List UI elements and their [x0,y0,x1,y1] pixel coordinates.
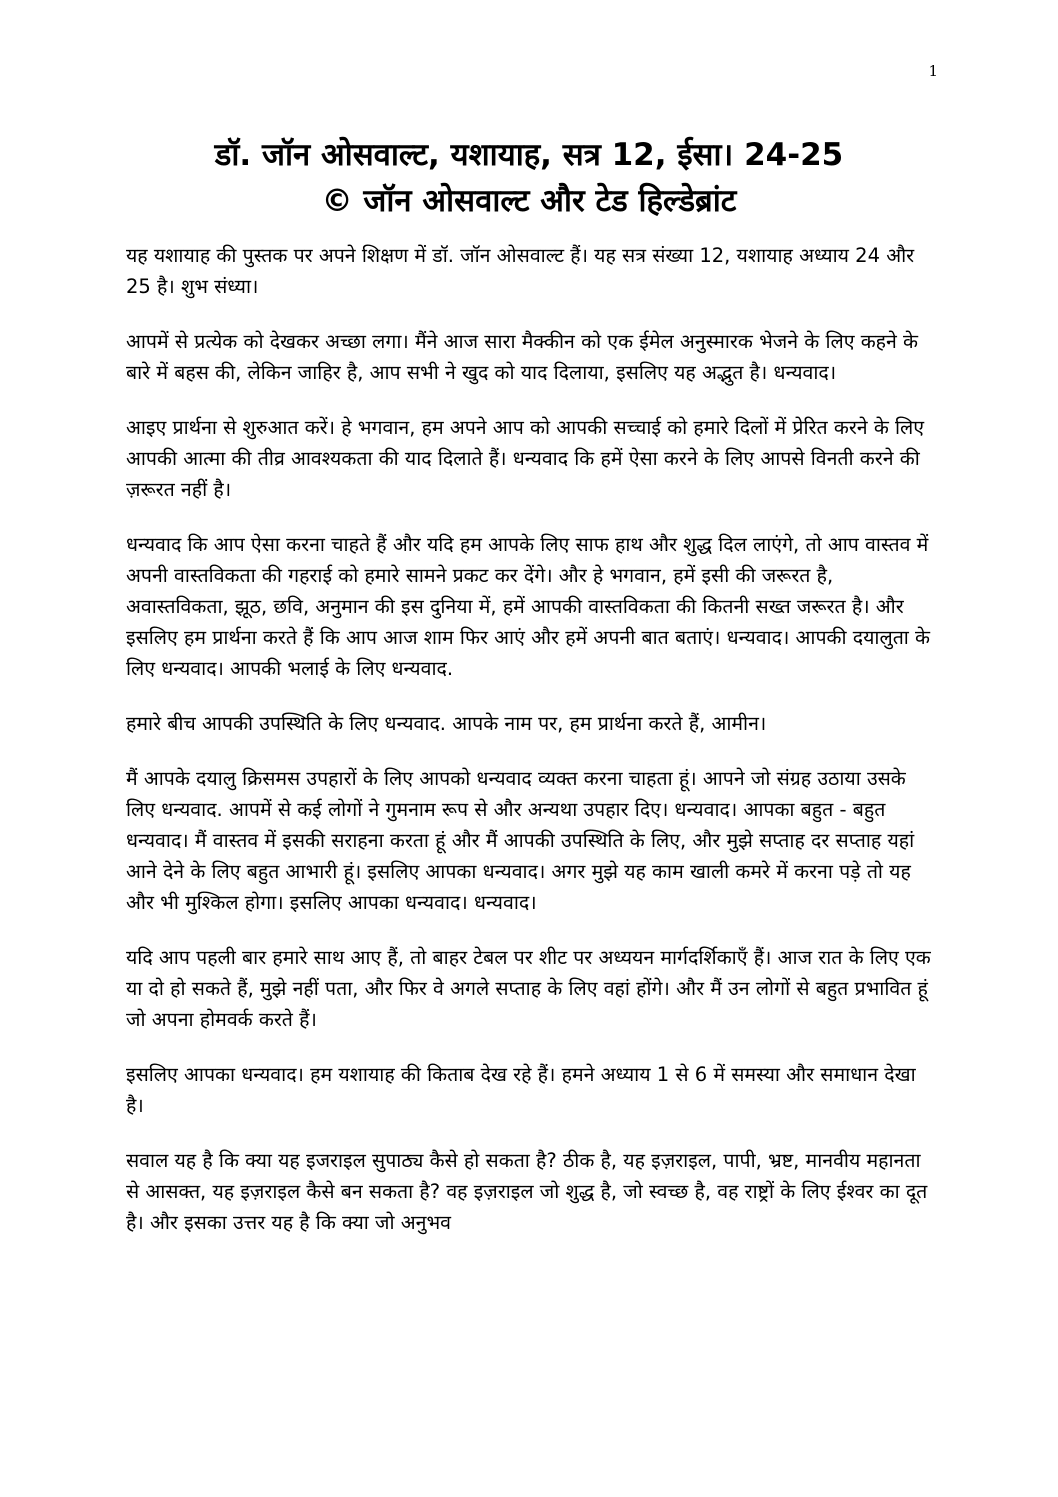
paragraph-prayer-end: हमारे बीच आपकी उपस्थिति के लिए धन्यवाद. आपके नाम पर, हम प्रार्थना करते हैं, आमीन। [126,712,767,735]
paragraph-intro: यह यशायाह की पुस्तक पर अपने शिक्षण में डॉ. जॉन ओसवाल्ट हैं। यह सत्र संख्या 12, यशायाह अध्याय 24 और 25 है। शुभ संध्या। [126,244,915,298]
document-body [126,240,936,1262]
paragraph-question: सवाल यह है कि क्या यह इजराइल सुपाठ्य कैसे हो सकता है? ठीक है, यह इज़राइल, पापी, भ्रष्ट, मानवीय महानता से आसक्त, यह इज़राइल कैसे बन सकता है? वह इज़राइल जो शुद्ध है, जो स्वच्छ है, वह राष्ट्रों के लिए ईश्वर का दूत है। और इसका उत्तर यह है कि क्या जो अनुभव [126,1149,928,1234]
paragraph-study-guides: यदि आप पहली बार हमारे साथ आए हैं, तो बाहर टेबल पर शीट पर अध्ययन मार्गदर्शिकाएँ हैं। आज रात के लिए एक या दो हो सकते हैं, मुझे नहीं पता, और फिर वे अगले सप्ताह के लिए वहां होंगे। और मैं उन लोगों से बहुत प्रभावित हूं जो अपना होमवर्क करते हैं। [126,946,931,1031]
paragraph-isaiah-review: इसलिए आपका धन्यवाद। हम यशायाह की किताब देख रहे हैं। हमने अध्याय 1 से 6 में समस्या और समाधान देखा है। [126,1063,916,1117]
title-line-copyright: © जॉन ओसवाल्ट और टेड हिल्डेब्रांट [321,183,737,219]
page-number: 1 [928,62,938,80]
paragraph-thanks-gifts: मैं आपके दयालु क्रिसमस उपहारों के लिए आपको धन्यवाद व्यक्त करना चाहता हूं। आपने जो संग्रह उठाया उसके लिए धन्यवाद. आपमें से कई लोगों ने गुमनाम रूप से और अन्यथा उपहार दिए। धन्यवाद। आपका बहुत - बहुत धन्यवाद। मैं वास्तव में इसकी सराहना करता हूं और मैं आपकी उपस्थिति के लिए, और मुझे सप्ताह दर सप्ताह यहां आने देने के लिए बहुत आभारी हूं। इसलिए आपका धन्यवाद। अगर मुझे यह काम खाली कमरे में करना पड़े तो यह और भी मुश्किल होगा। इसलिए आपका धन्यवाद। धन्यवाद। [126,767,915,914]
title-line-session: डॉ. जॉन ओसवाल्ट, यशायाह, सत्र 12, ईसा। 24-25 [214,137,844,173]
paragraph-prayer-body: धन्यवाद कि आप ऐसा करना चाहते हैं और यदि हम आपके लिए साफ हाथ और शुद्ध दिल लाएंगे, तो आप वास्तव में अपनी वास्तविकता की गहराई को हमारे सामने प्रकट कर देंगे। और हे भगवान, हमें इसी की जरूरत है, अवास्तविकता, झूठ, छवि, अनुमान की इस दुनिया में, हमें आपकी वास्तविकता की कितनी सख्त जरूरत है। और इसलिए हम प्रार्थना करते हैं कि आप आज शाम फिर आएं और हमें अपनी बात बताएं। धन्यवाद। आपकी दयालुता के लिए धन्यवाद। आपकी भलाई के लिए धन्यवाद. [126,533,931,680]
paragraph-greeting: आपमें से प्रत्येक को देखकर अच्छा लगा। मैंने आज सारा मैक्कीन को एक ईमेल अनुस्मारक भेजने के लिए कहने के बारे में बहस की, लेकिन जाहिर है, आप सभी ने खुद को याद दिलाया, इसलिए यह अद्भुत है। धन्यवाद। [126,330,919,384]
document-title [120,132,938,224]
paragraph-prayer-start: आइए प्रार्थना से शुरुआत करें। हे भगवान, हम अपने आप को आपकी सच्चाई को हमारे दिलों में प्रेरित करने के लिए आपकी आत्मा की तीव्र आवश्यकता की याद दिलाते हैं। धन्यवाद कि हमें ऐसा करने के लिए आपसे विनती करने की ज़रूरत नहीं है। [126,416,925,501]
